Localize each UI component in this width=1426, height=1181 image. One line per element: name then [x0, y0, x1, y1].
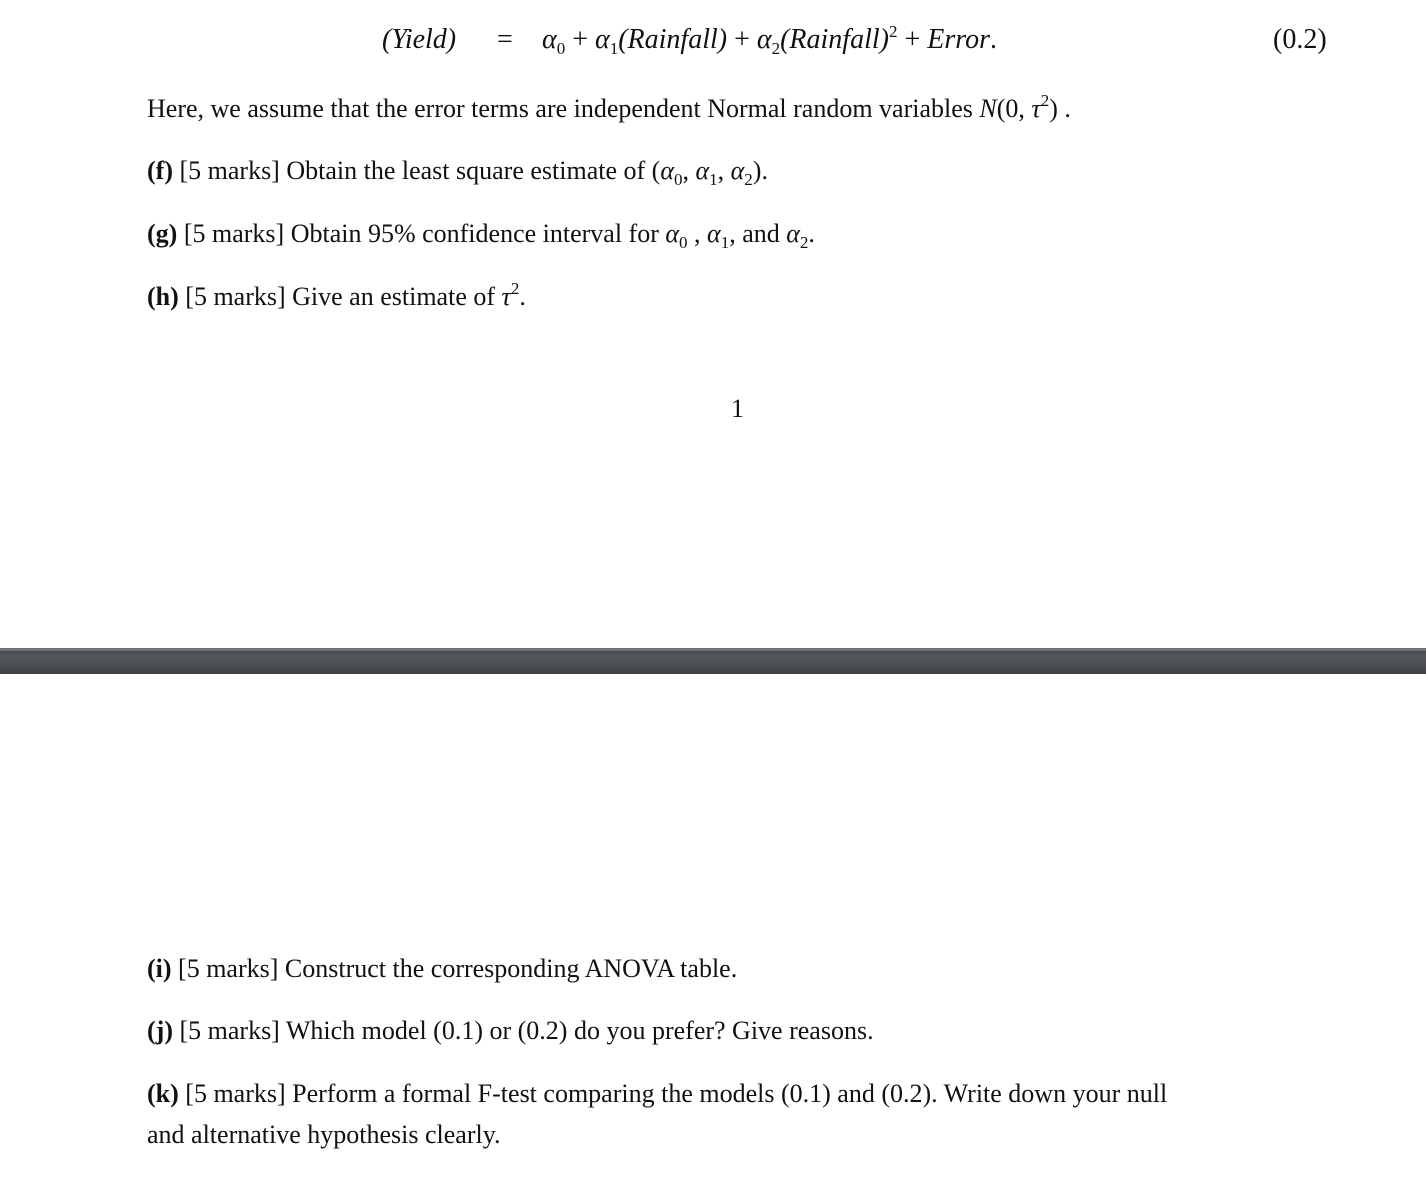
equation-number: (0.2)	[1273, 24, 1327, 55]
equation-equals: =	[497, 24, 513, 55]
question-g: (g) [5 marks] Obtain 95% confidence interval for $\alpha_0$ , $\alpha_1$, and $\alpha_2$.	[147, 219, 815, 252]
equation-lhs: (Yield)	[382, 24, 457, 55]
page-separator-highlight	[0, 648, 1426, 651]
page-separator	[0, 648, 1426, 674]
question-k-continued: and alternative hypothesis clearly.	[147, 1120, 501, 1149]
assumption-line: Here, we assume that the error terms are independent Normal random variables N(0, $\tau^2$) .	[147, 91, 1071, 123]
question-k: (k) [5 marks] Perform a formal F-test comparing the models (0.1) and (0.2). Write down your null	[147, 1079, 1168, 1108]
question-j: (j) [5 marks] Which model (0.1) or (0.2) do you prefer? Give reasons.	[147, 1016, 874, 1045]
page-number: 1	[731, 394, 744, 423]
question-h: (h) [5 marks] Give an estimate of $\tau^2$.	[147, 279, 526, 311]
question-i: (i) [5 marks] Construct the corresponding ANOVA table.	[147, 954, 738, 983]
question-f: (f) [5 marks] Obtain the least square estimate of ($\alpha_0$, $\alpha_1$, $\alpha_2$).	[147, 156, 768, 189]
equation-rhs: $\alpha_0$ + $\alpha_1(Rainfall)$ + $\alpha_2(Rainfall)^2$ + Error.	[542, 22, 998, 58]
alpha-0: α	[542, 24, 557, 55]
